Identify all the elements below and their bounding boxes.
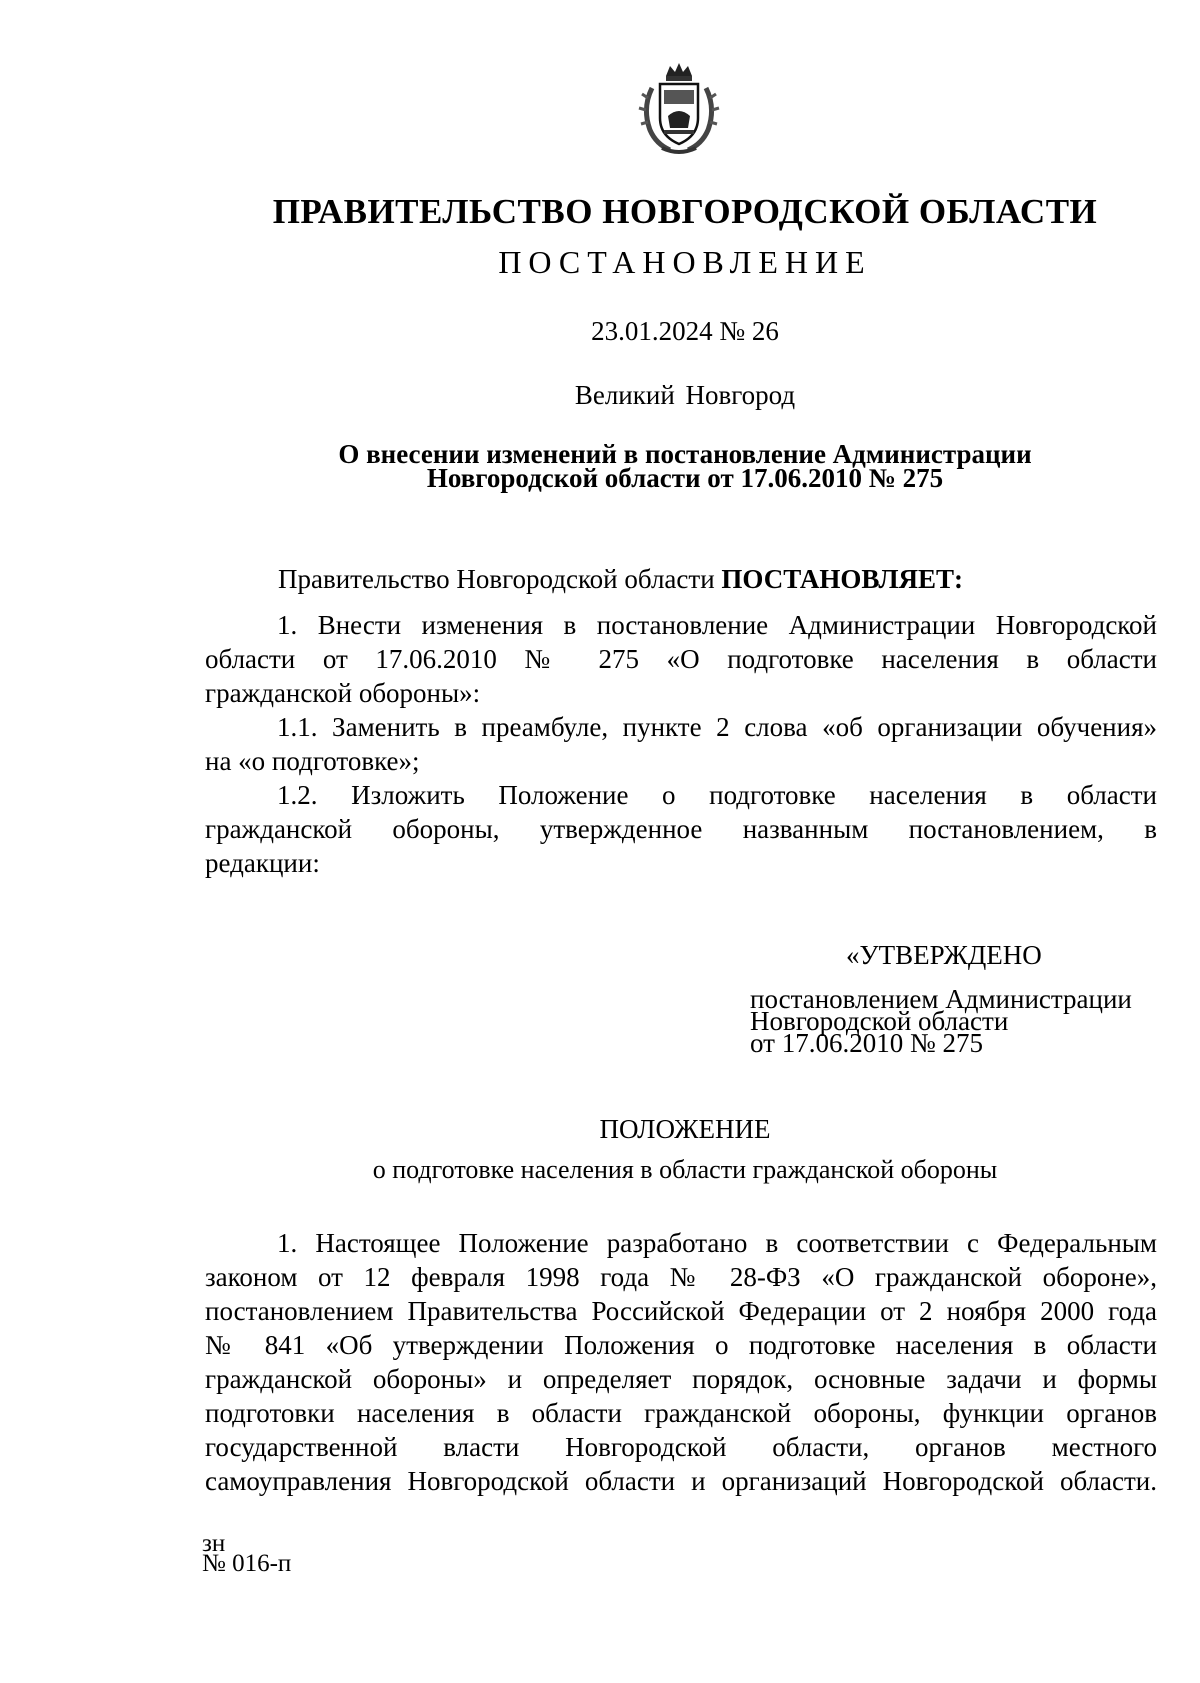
item-1-2 bbox=[205, 778, 1157, 880]
intro-text: Правительство Новгородской области bbox=[278, 564, 722, 594]
subject-line: Новгородской области от 17.06.2010 № 275 bbox=[426, 463, 944, 493]
approval-line: от 17.06.2010 № 275 bbox=[750, 1028, 983, 1058]
document-type: ПОСТАНОВЛЕНИЕ bbox=[498, 244, 872, 280]
document-city: Великий Новгород bbox=[574, 380, 796, 410]
approval-line: постановлением Администрации bbox=[750, 984, 1132, 1014]
paragraph-line: самоуправления Новгородской области и организаций Новгородской области. bbox=[205, 1466, 1157, 1496]
paragraph-line: редакции: bbox=[205, 848, 320, 878]
document-subject bbox=[0, 439, 1200, 493]
regulation-paragraph-1 bbox=[205, 1226, 1157, 1498]
paragraph-line: гражданской обороны» и определяет порядок, основные задачи и формы bbox=[205, 1364, 1157, 1394]
approval-heading: «УТВЕРЖДЕНО bbox=[846, 940, 1042, 970]
approval-line: Новгородской области bbox=[750, 1006, 1009, 1036]
paragraph-line: государственной власти Новгородской области, органов местного bbox=[205, 1432, 1157, 1462]
paragraph-line: 1.1. Заменить в преамбуле, пункте 2 слова «об организации обучения» bbox=[277, 712, 1157, 742]
intro-keyword: ПОСТАНОВЛЯЕТ: bbox=[721, 564, 963, 594]
document-date-number: 23.01.2024 № 26 bbox=[591, 316, 779, 346]
paragraph-line: подготовки населения в области гражданской обороны, функции органов bbox=[205, 1398, 1157, 1428]
regulation-title: ПОЛОЖЕНИЕ bbox=[599, 1114, 771, 1144]
subject-line: О внесении изменений в постановление Администрации bbox=[338, 439, 1032, 469]
item-1 bbox=[205, 608, 1157, 710]
government-title: ПРАВИТЕЛЬСТВО НОВГОРОДСКОЙ ОБЛАСТИ bbox=[272, 192, 1098, 231]
paragraph-line: 1. Настоящее Положение разработано в соответствии с Федеральным bbox=[277, 1228, 1157, 1258]
paragraph-line: области от 17.06.2010 № 275 «О подготовке населения в области bbox=[205, 644, 1157, 674]
paragraph-line: постановлением Правительства Российской Федерации от 2 ноября 2000 года bbox=[205, 1296, 1157, 1326]
paragraph-line: гражданской обороны»: bbox=[205, 678, 481, 708]
footer-initials: зн bbox=[202, 1530, 226, 1557]
paragraph-line: 1. Внести изменения в постановление Администрации Новгородской bbox=[277, 610, 1157, 640]
paragraph-line: на «о подготовке»; bbox=[205, 746, 420, 776]
paragraph-line: № 841 «Об утверждении Положения о подготовке населения в области bbox=[205, 1330, 1157, 1360]
paragraph-line: 1.2. Изложить Положение о подготовке населения в области bbox=[277, 780, 1157, 810]
resolution-intro bbox=[278, 564, 963, 595]
paragraph-line: законом от 12 февраля 1998 года № 28-ФЗ «О гражданской обороне», bbox=[205, 1262, 1157, 1292]
item-1-1 bbox=[205, 710, 1157, 778]
regulation-subtitle: о подготовке населения в области гражданской обороны bbox=[372, 1155, 998, 1184]
footer-doc-number: № 016-п bbox=[202, 1550, 292, 1577]
paragraph-line: гражданской обороны, утвержденное названным постановлением, в bbox=[205, 814, 1157, 844]
coat-of-arms-icon bbox=[638, 58, 720, 158]
